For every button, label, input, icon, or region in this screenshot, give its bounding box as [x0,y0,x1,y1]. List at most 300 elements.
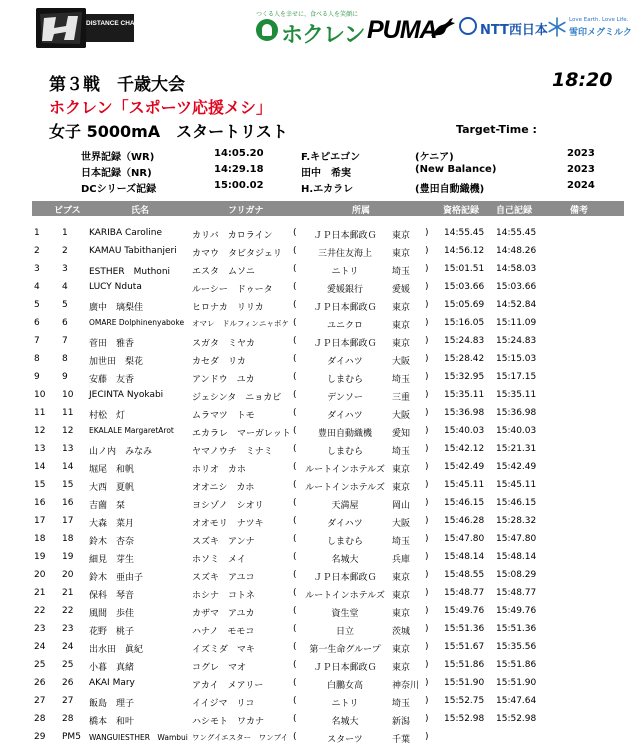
hokuren-logo-text: ホクレン [281,22,365,47]
team-close-paren: ) [425,552,429,562]
record-holder: H.エカラレ [301,184,354,195]
athlete-furigana: カセダ リカ [192,357,246,367]
athlete-name: KAMAU Tabithanjeri [89,246,177,256]
team-close-paren: ) [425,354,429,364]
personal-best: 15:35.11 [496,390,537,400]
prefecture: 東京 [392,231,411,241]
athlete-furigana: イズミダ マキ [192,645,255,655]
personal-best: 15:17.15 [496,372,537,382]
qualifying-record: 15:52.98 [444,714,485,724]
personal-best: 14:58.03 [496,264,537,274]
prefecture: 三重 [392,393,411,403]
row-order: 11 [34,408,46,418]
row-order: 1 [34,228,40,238]
record-label: DCシリーズ記録 [81,184,157,195]
column-header-personal-best: 自己記録 [496,206,533,216]
team-name: ダイハツ [327,411,363,421]
qualifying-record: 15:46.15 [444,498,485,508]
athlete-furigana: ホソミ メイ [192,555,246,565]
table-row [0,531,644,549]
athlete-furigana: ハシモト ワカナ [192,717,265,727]
table-row [0,261,644,279]
team-open-paren: ( [293,228,297,238]
record-affiliation: (ケニア) [415,152,454,163]
athlete-name: 鈴木 杏奈 [89,537,135,547]
athlete-furigana: アカイ メアリー [192,681,264,691]
bib-number: 21 [62,588,74,598]
athlete-name: 山ノ内 みなみ [89,447,153,457]
athlete-furigana: ホシナ コトネ [192,591,255,601]
qualifying-record: 15:24.83 [444,336,485,346]
row-order: 17 [34,516,46,526]
table-row [0,459,644,477]
qualifying-record: 15:45.11 [444,480,485,490]
row-order: 10 [34,390,46,400]
team-open-paren: ( [293,372,297,382]
athlete-furigana: ジェシンタ ニョカビ [192,393,282,403]
team-open-paren: ( [293,246,297,256]
qualifying-record: 15:51.67 [444,642,485,652]
personal-best: 15:21.31 [496,444,537,454]
team-open-paren: ( [293,516,297,526]
athlete-furigana: ワングイエスター ワンブイ [192,733,288,742]
team-name: ＪＰ日本郵政Ｇ [313,663,377,673]
team-name: しまむら [326,375,363,385]
personal-best: 15:48.77 [496,588,537,598]
table-row [0,315,644,333]
athlete-name: 風間 歩佳 [89,609,135,619]
athlete-name: ESTHER Muthoni [89,267,171,277]
table-row [0,513,644,531]
event-title: 第３戦 千歳大会 [49,75,185,95]
personal-best: 15:36.98 [496,408,537,418]
athlete-name: 出水田 眞紀 [89,645,144,655]
prefecture: 東京 [392,465,411,475]
record-holder: 田中 希実 [301,168,351,179]
personal-best: 15:52.98 [496,714,537,724]
event-subtitle: ホクレン「スポーツ応援メシ」 [49,98,272,117]
team-name: ルートインホテルズ [305,591,385,601]
bib-number: 22 [62,606,74,616]
table-row [0,423,644,441]
record-year: 2023 [567,164,595,175]
bib-number: 3 [62,264,68,274]
prefecture: 東京 [392,609,411,619]
table-row [0,693,644,711]
record-affiliation: (New Balance) [415,164,497,175]
column-header-note: 備考 [570,206,589,216]
athlete-name: 安藤 友香 [89,375,135,385]
athlete-name: AKAI Mary [89,678,135,688]
personal-best: 15:48.14 [496,552,537,562]
table-row [0,243,644,261]
table-row [0,369,644,387]
team-open-paren: ( [293,588,297,598]
prefecture: 岡山 [392,501,411,511]
table-row [0,585,644,603]
row-order: 14 [34,462,46,472]
qualifying-record: 15:16.05 [444,318,485,328]
table-row [0,549,644,567]
team-open-paren: ( [293,300,297,310]
athlete-name: 花野 桃子 [89,627,135,637]
personal-best: 15:08.29 [496,570,537,580]
prefecture: 愛知 [392,429,411,439]
qualifying-record: 15:35.11 [444,390,485,400]
team-name: ユニクロ [326,321,363,331]
bib-number: 23 [62,624,74,634]
team-open-paren: ( [293,408,297,418]
row-order: 26 [34,678,46,688]
team-open-paren: ( [293,498,297,508]
team-open-paren: ( [293,354,297,364]
bib-number: 28 [62,714,74,724]
athlete-name: 廣中 璃梨佳 [89,303,144,313]
qualifying-record: 15:51.36 [444,624,485,634]
team-close-paren: ) [425,732,429,742]
bib-number: 5 [62,300,68,310]
qualifying-record: 15:40.03 [444,426,485,436]
bib-number: 10 [62,390,74,400]
prefecture: 東京 [392,591,411,601]
team-open-paren: ( [293,642,297,652]
athlete-name: 鈴木 亜由子 [89,573,144,583]
yukijirushi-logo-icon [547,17,567,41]
hokuren-logo-icon [256,19,278,41]
bib-number: 19 [62,552,74,562]
team-open-paren: ( [293,606,297,616]
prefecture: 茨城 [392,627,411,637]
bib-number: 25 [62,660,74,670]
team-name: 三井住友海上 [317,249,372,259]
personal-best: 15:47.80 [496,534,537,544]
target-time-label: Target-Time : [456,123,537,136]
prefecture: 東京 [392,303,411,313]
row-order: 2 [34,246,40,256]
row-order: 13 [34,444,46,454]
prefecture: 東京 [392,573,411,583]
athlete-furigana: コグレ マオ [192,663,247,673]
hokuren-tagline: つくる人を幸せに、食べる人を笑顔に [256,11,359,18]
table-row [0,675,644,693]
team-close-paren: ) [425,372,429,382]
row-order: 23 [34,624,46,634]
bib-number: 20 [62,570,74,580]
team-close-paren: ) [425,300,429,310]
table-row [0,225,644,243]
team-name: 日立 [335,627,354,637]
yukijirushi-tagline: Love Earth. Love Life. [569,17,629,23]
record-time: 15:00.02 [214,180,264,191]
qualifying-record: 15:46.28 [444,516,485,526]
table-row [0,603,644,621]
start-time: 18:20 [552,69,613,91]
team-name: ニトリ [331,699,359,709]
athlete-furigana: カリバ カロライン [192,231,273,241]
row-order: 25 [34,660,46,670]
team-close-paren: ) [425,696,429,706]
team-close-paren: ) [425,426,429,436]
bib-number: 26 [62,678,74,688]
row-order: 8 [34,354,40,364]
bib-number: 6 [62,318,68,328]
team-name: ルートインホテルズ [305,465,385,475]
record-label: 世界記録（WR) [81,152,155,163]
qualifying-record: 15:47.80 [444,534,485,544]
qualifying-record: 15:49.76 [444,606,485,616]
team-name: ルートインホテルズ [305,483,385,493]
prefecture: 東京 [392,321,411,331]
athlete-name: JECINTA Nyokabi [89,390,164,400]
team-name: 天満屋 [331,501,359,511]
team-close-paren: ) [425,678,429,688]
qualifying-record: 15:42.49 [444,462,485,472]
prefecture: 神奈川 [392,681,420,691]
prefecture: 大阪 [392,411,411,421]
row-order: 21 [34,588,46,598]
prefecture: 大阪 [392,519,411,529]
team-close-paren: ) [425,282,429,292]
bib-number: 13 [62,444,74,454]
table-row [0,297,644,315]
prefecture: 埼玉 [392,537,411,547]
personal-best: 15:15.03 [496,354,537,364]
team-open-paren: ( [293,732,297,742]
bib-number: 24 [62,642,74,652]
team-close-paren: ) [425,498,429,508]
record-time: 14:05.20 [214,148,264,159]
bib-number: 18 [62,534,74,544]
athlete-furigana: スズキ アユコ [192,573,255,583]
record-year: 2023 [567,148,595,159]
table-row [0,639,644,657]
athlete-furigana: ヒロナカ リリカ [192,303,264,313]
table-row [0,279,644,297]
ntt-logo-text: NTT西日本 [480,23,548,38]
personal-best: 14:52.84 [496,300,537,310]
team-name: デンソー [327,393,363,403]
team-close-paren: ) [425,264,429,274]
bib-number: 2 [62,246,68,256]
prefecture: 東京 [392,645,411,655]
row-order: 27 [34,696,46,706]
team-open-paren: ( [293,318,297,328]
table-row [0,621,644,639]
bib-number: 9 [62,372,68,382]
column-header-furigana: フリガナ [228,206,264,216]
prefecture: 兵庫 [392,555,411,565]
prefecture: 埼玉 [392,699,411,709]
table-header-bar [32,201,624,216]
personal-best: 15:35.56 [496,642,537,652]
qualifying-record: 15:52.75 [444,696,485,706]
prefecture: 千葉 [392,735,411,745]
team-open-paren: ( [293,678,297,688]
table-row [0,477,644,495]
qualifying-record: 15:01.51 [444,264,485,274]
prefecture: 東京 [392,663,411,673]
athlete-furigana: イイジマ リコ [192,699,255,709]
prefecture: 愛媛 [392,285,411,295]
team-close-paren: ) [425,444,429,454]
bib-number: 1 [62,228,68,238]
team-close-paren: ) [425,462,429,472]
team-close-paren: ) [425,606,429,616]
row-order: 9 [34,372,40,382]
team-name: 愛媛銀行 [326,285,363,295]
athlete-furigana: スガタ ミヤカ [192,339,256,349]
personal-best: 15:51.36 [496,624,537,634]
team-name: スターツ [327,735,363,745]
athlete-name: EKALALE MargaretArot [89,426,174,435]
bib-number: 27 [62,696,74,706]
record-year: 2024 [567,180,595,191]
table-row [0,729,644,747]
yukijirushi-logo-text: 雪印メグミルク [569,28,632,38]
team-open-paren: ( [293,264,297,274]
bib-number: 7 [62,336,68,346]
athlete-furigana: カマウ タビタジェリ [192,249,282,259]
team-open-paren: ( [293,390,297,400]
row-order: 5 [34,300,40,310]
team-name: 白鵬女高 [326,681,363,691]
athlete-name: KARIBA Caroline [89,228,163,238]
athlete-furigana: オオニシ カホ [192,483,255,493]
athlete-name: 加世田 梨花 [89,357,144,367]
athlete-name: 橋本 和叶 [89,717,135,727]
athlete-furigana: ルーシー ドゥータ [192,285,273,295]
prefecture: 大阪 [392,357,411,367]
row-order: 24 [34,642,46,652]
athlete-furigana: スズキ アンナ [192,537,255,547]
puma-logo-text: PUMA [367,16,437,44]
bib-number: 14 [62,462,74,472]
personal-best: 15:47.64 [496,696,537,706]
team-close-paren: ) [425,318,429,328]
team-open-paren: ( [293,534,297,544]
row-order: 6 [34,318,40,328]
personal-best: 15:49.76 [496,606,537,616]
qualifying-record: 15:32.95 [444,372,485,382]
personal-best: 15:42.49 [496,462,537,472]
table-row [0,711,644,729]
team-name: ダイハツ [327,519,363,529]
table-row [0,657,644,675]
row-order: 7 [34,336,40,346]
team-open-paren: ( [293,336,297,346]
team-open-paren: ( [293,282,297,292]
row-order: 18 [34,534,46,544]
athlete-name: 飯島 理子 [89,699,135,709]
team-close-paren: ) [425,624,429,634]
prefecture: 東京 [392,339,411,349]
team-close-paren: ) [425,516,429,526]
distance-challenge-logo: DISTANCE CHALLENGE [86,14,134,42]
team-open-paren: ( [293,714,297,724]
team-name: ダイハツ [327,357,363,367]
table-row [0,441,644,459]
athlete-furigana: オマレ ドルフィンニャボケ [192,319,289,328]
athlete-name: 菅田 雅香 [89,339,135,349]
column-header-qualifying: 資格記録 [443,206,480,216]
athlete-furigana: ヨシゾノ シオリ [192,501,264,511]
team-close-paren: ) [425,642,429,652]
team-open-paren: ( [293,570,297,580]
bib-number: 15 [62,480,74,490]
ntt-logo-icon [459,17,477,35]
puma-cat-icon [430,16,456,42]
qualifying-record: 15:48.55 [444,570,485,580]
personal-best: 15:28.32 [496,516,537,526]
team-close-paren: ) [425,714,429,724]
table-row [0,495,644,513]
personal-best: 15:24.83 [496,336,537,346]
table-row [0,351,644,369]
race-title: 女子 5000mA スタートリスト [49,122,288,141]
row-order: 19 [34,552,46,562]
row-order: 12 [34,426,46,436]
team-open-paren: ( [293,552,297,562]
team-close-paren: ) [425,408,429,418]
team-name: ＪＰ日本郵政Ｇ [313,303,377,313]
bib-number: PM5 [62,732,81,742]
row-order: 20 [34,570,46,580]
row-order: 22 [34,606,46,616]
personal-best: 15:11.09 [496,318,537,328]
hokuren-distance-logo [36,8,86,48]
prefecture: 新潟 [392,717,411,727]
bib-number: 11 [62,408,74,418]
qualifying-record: 14:55.45 [444,228,485,238]
qualifying-record: 15:51.90 [444,678,485,688]
team-open-paren: ( [293,624,297,634]
personal-best: 14:55.45 [496,228,537,238]
row-order: 3 [34,264,40,274]
personal-best: 15:45.11 [496,480,537,490]
team-open-paren: ( [293,696,297,706]
team-name: ＪＰ日本郵政Ｇ [313,339,377,349]
qualifying-record: 15:36.98 [444,408,485,418]
team-open-paren: ( [293,426,297,436]
personal-best: 15:46.15 [496,498,537,508]
table-row [0,387,644,405]
team-name: 名城大 [331,717,359,727]
team-close-paren: ) [425,570,429,580]
athlete-furigana: ムラマツ トモ [192,411,255,421]
qualifying-record: 15:03.66 [444,282,485,292]
athlete-name: 村松 灯 [89,411,126,421]
athlete-furigana: ハナノ モモコ [192,627,255,637]
personal-best: 15:51.86 [496,660,537,670]
prefecture: 東京 [392,483,411,493]
athlete-name: 細見 芽生 [89,555,135,565]
athlete-name: 大森 菜月 [89,519,135,529]
team-name: しまむら [326,537,363,547]
personal-best: 15:40.03 [496,426,537,436]
athlete-furigana: アンドウ ユカ [192,375,255,385]
row-order: 28 [34,714,46,724]
athlete-furigana: ホリオ カホ [192,465,246,475]
column-header-team: 所属 [352,206,371,216]
qualifying-record: 15:05.69 [444,300,485,310]
record-label: 日本記録（NR) [81,168,152,179]
team-name: 第一生命グループ [309,645,381,655]
athlete-name: 大西 夏帆 [89,483,135,493]
team-name: ＪＰ日本郵政Ｇ [313,573,377,583]
prefecture: 東京 [392,249,411,259]
athlete-name: 堀尾 和帆 [89,465,135,475]
team-name: ＪＰ日本郵政Ｇ [313,231,377,241]
